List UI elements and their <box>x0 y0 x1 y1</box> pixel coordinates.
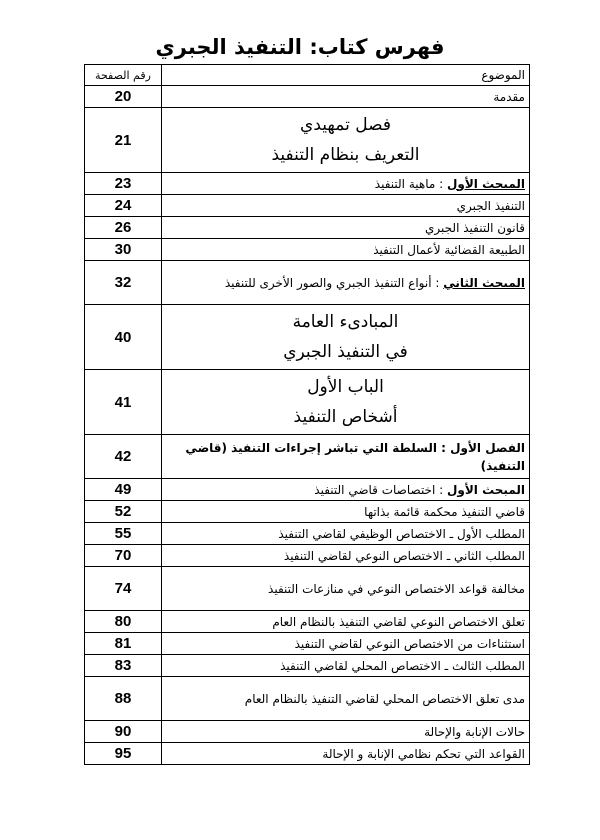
table-row <box>85 108 530 173</box>
row-page: 95 <box>85 743 162 765</box>
row-topic-prefix: المبحث الأول <box>446 176 525 191</box>
row-topic: استثناءات من الاختصاص النوعي لقاضي التنفيذ <box>162 633 530 655</box>
table-row <box>85 86 530 108</box>
row-page: 20 <box>85 86 162 108</box>
header-topic: الموضوع <box>162 65 530 86</box>
table-row <box>85 261 530 305</box>
row-topic: الفصل الأول : السلطة التي تباشر إجراءات التنفيذ (قاضي التنفيذ) <box>162 435 530 479</box>
row-page: 81 <box>85 633 162 655</box>
table-row <box>85 721 530 743</box>
table-row <box>85 217 530 239</box>
table-row <box>85 677 530 721</box>
row-page: 90 <box>85 721 162 743</box>
table-row <box>85 567 530 611</box>
table-row <box>85 239 530 261</box>
row-page: 26 <box>85 217 162 239</box>
row-topic: الطبيعة القضائية لأعمال التنفيذ <box>162 239 530 261</box>
row-topic-prefix: المبحث الثاني <box>443 275 525 290</box>
row-topic: المطلب الثاني ـ الاختصاص النوعي لقاضي التنفيذ <box>162 545 530 567</box>
table-row <box>85 370 530 435</box>
row-topic: مقدمة <box>162 86 530 108</box>
heading-line-1: المبادىء العامة <box>292 312 399 332</box>
row-topic: قاضي التنفيذ محكمة قائمة بذاتها <box>162 501 530 523</box>
table-row <box>85 479 530 501</box>
row-topic: قانون التنفيذ الجبري <box>162 217 530 239</box>
header-page: رقم الصفحة <box>85 65 162 86</box>
heading-line-2: أشخاص التنفيذ <box>293 407 398 427</box>
page-title: فهرس كتاب: التنفيذ الجبري <box>155 35 445 59</box>
row-page: 30 <box>85 239 162 261</box>
row-topic: مخالفة قواعد الاختصاص النوعي في منازعات التنفيذ <box>162 567 530 611</box>
table-row <box>85 523 530 545</box>
row-page: 70 <box>85 545 162 567</box>
row-page: 88 <box>85 677 162 721</box>
table-row <box>85 743 530 765</box>
row-page: 21 <box>85 108 162 173</box>
row-topic-text: : ماهية التنفيذ <box>374 176 447 191</box>
table-row <box>85 195 530 217</box>
table-row <box>85 655 530 677</box>
table-row <box>85 305 530 370</box>
table-row <box>85 545 530 567</box>
row-page: 40 <box>85 305 162 370</box>
table-row <box>85 435 530 479</box>
row-page: 41 <box>85 370 162 435</box>
row-topic <box>162 261 530 305</box>
row-page: 74 <box>85 567 162 611</box>
row-topic: المطلب الثالث ـ الاختصاص المحلي لقاضي التنفيذ <box>162 655 530 677</box>
table-row <box>85 173 530 195</box>
row-topic <box>162 479 530 501</box>
section-heading-cell <box>162 305 530 370</box>
row-topic <box>162 173 530 195</box>
row-topic: التنفيذ الجبري <box>162 195 530 217</box>
heading-line-1: فصل تمهيدي <box>300 115 391 135</box>
table-row <box>85 633 530 655</box>
row-topic-prefix: المبحث الأول <box>446 482 525 497</box>
row-topic-text: : أنواع التنفيذ الجبري والصور الأخرى للتنفيذ <box>224 275 444 290</box>
row-page: 32 <box>85 261 162 305</box>
row-page: 49 <box>85 479 162 501</box>
toc-table <box>84 64 530 765</box>
row-page: 42 <box>85 435 162 479</box>
table-header-row <box>85 65 530 86</box>
row-page: 83 <box>85 655 162 677</box>
section-heading-cell <box>162 370 530 435</box>
row-topic: مدى تعلق الاختصاص المحلي لقاضي التنفيذ بالنظام العام <box>162 677 530 721</box>
section-heading-cell <box>162 108 530 173</box>
row-page: 55 <box>85 523 162 545</box>
row-page: 24 <box>85 195 162 217</box>
table-row <box>85 501 530 523</box>
heading-line-1: الباب الأول <box>307 377 384 397</box>
row-topic: تعلق الاختصاص النوعي لقاضي التنفيذ بالنظام العام <box>162 611 530 633</box>
row-topic: المطلب الأول ـ الاختصاص الوظيفي لقاضي التنفيذ <box>162 523 530 545</box>
table-row <box>85 611 530 633</box>
row-page: 80 <box>85 611 162 633</box>
heading-line-2: التعريف بنظام التنفيذ <box>271 145 420 165</box>
row-topic-text: : اختصاصات قاضي التنفيذ <box>314 482 447 497</box>
heading-line-2: في التنفيذ الجبري <box>283 342 408 362</box>
row-topic: القواعد التي تحكم نظامي الإنابة و الإحالة <box>162 743 530 765</box>
row-topic: حالات الإنابة والإحالة <box>162 721 530 743</box>
row-page: 52 <box>85 501 162 523</box>
row-page: 23 <box>85 173 162 195</box>
